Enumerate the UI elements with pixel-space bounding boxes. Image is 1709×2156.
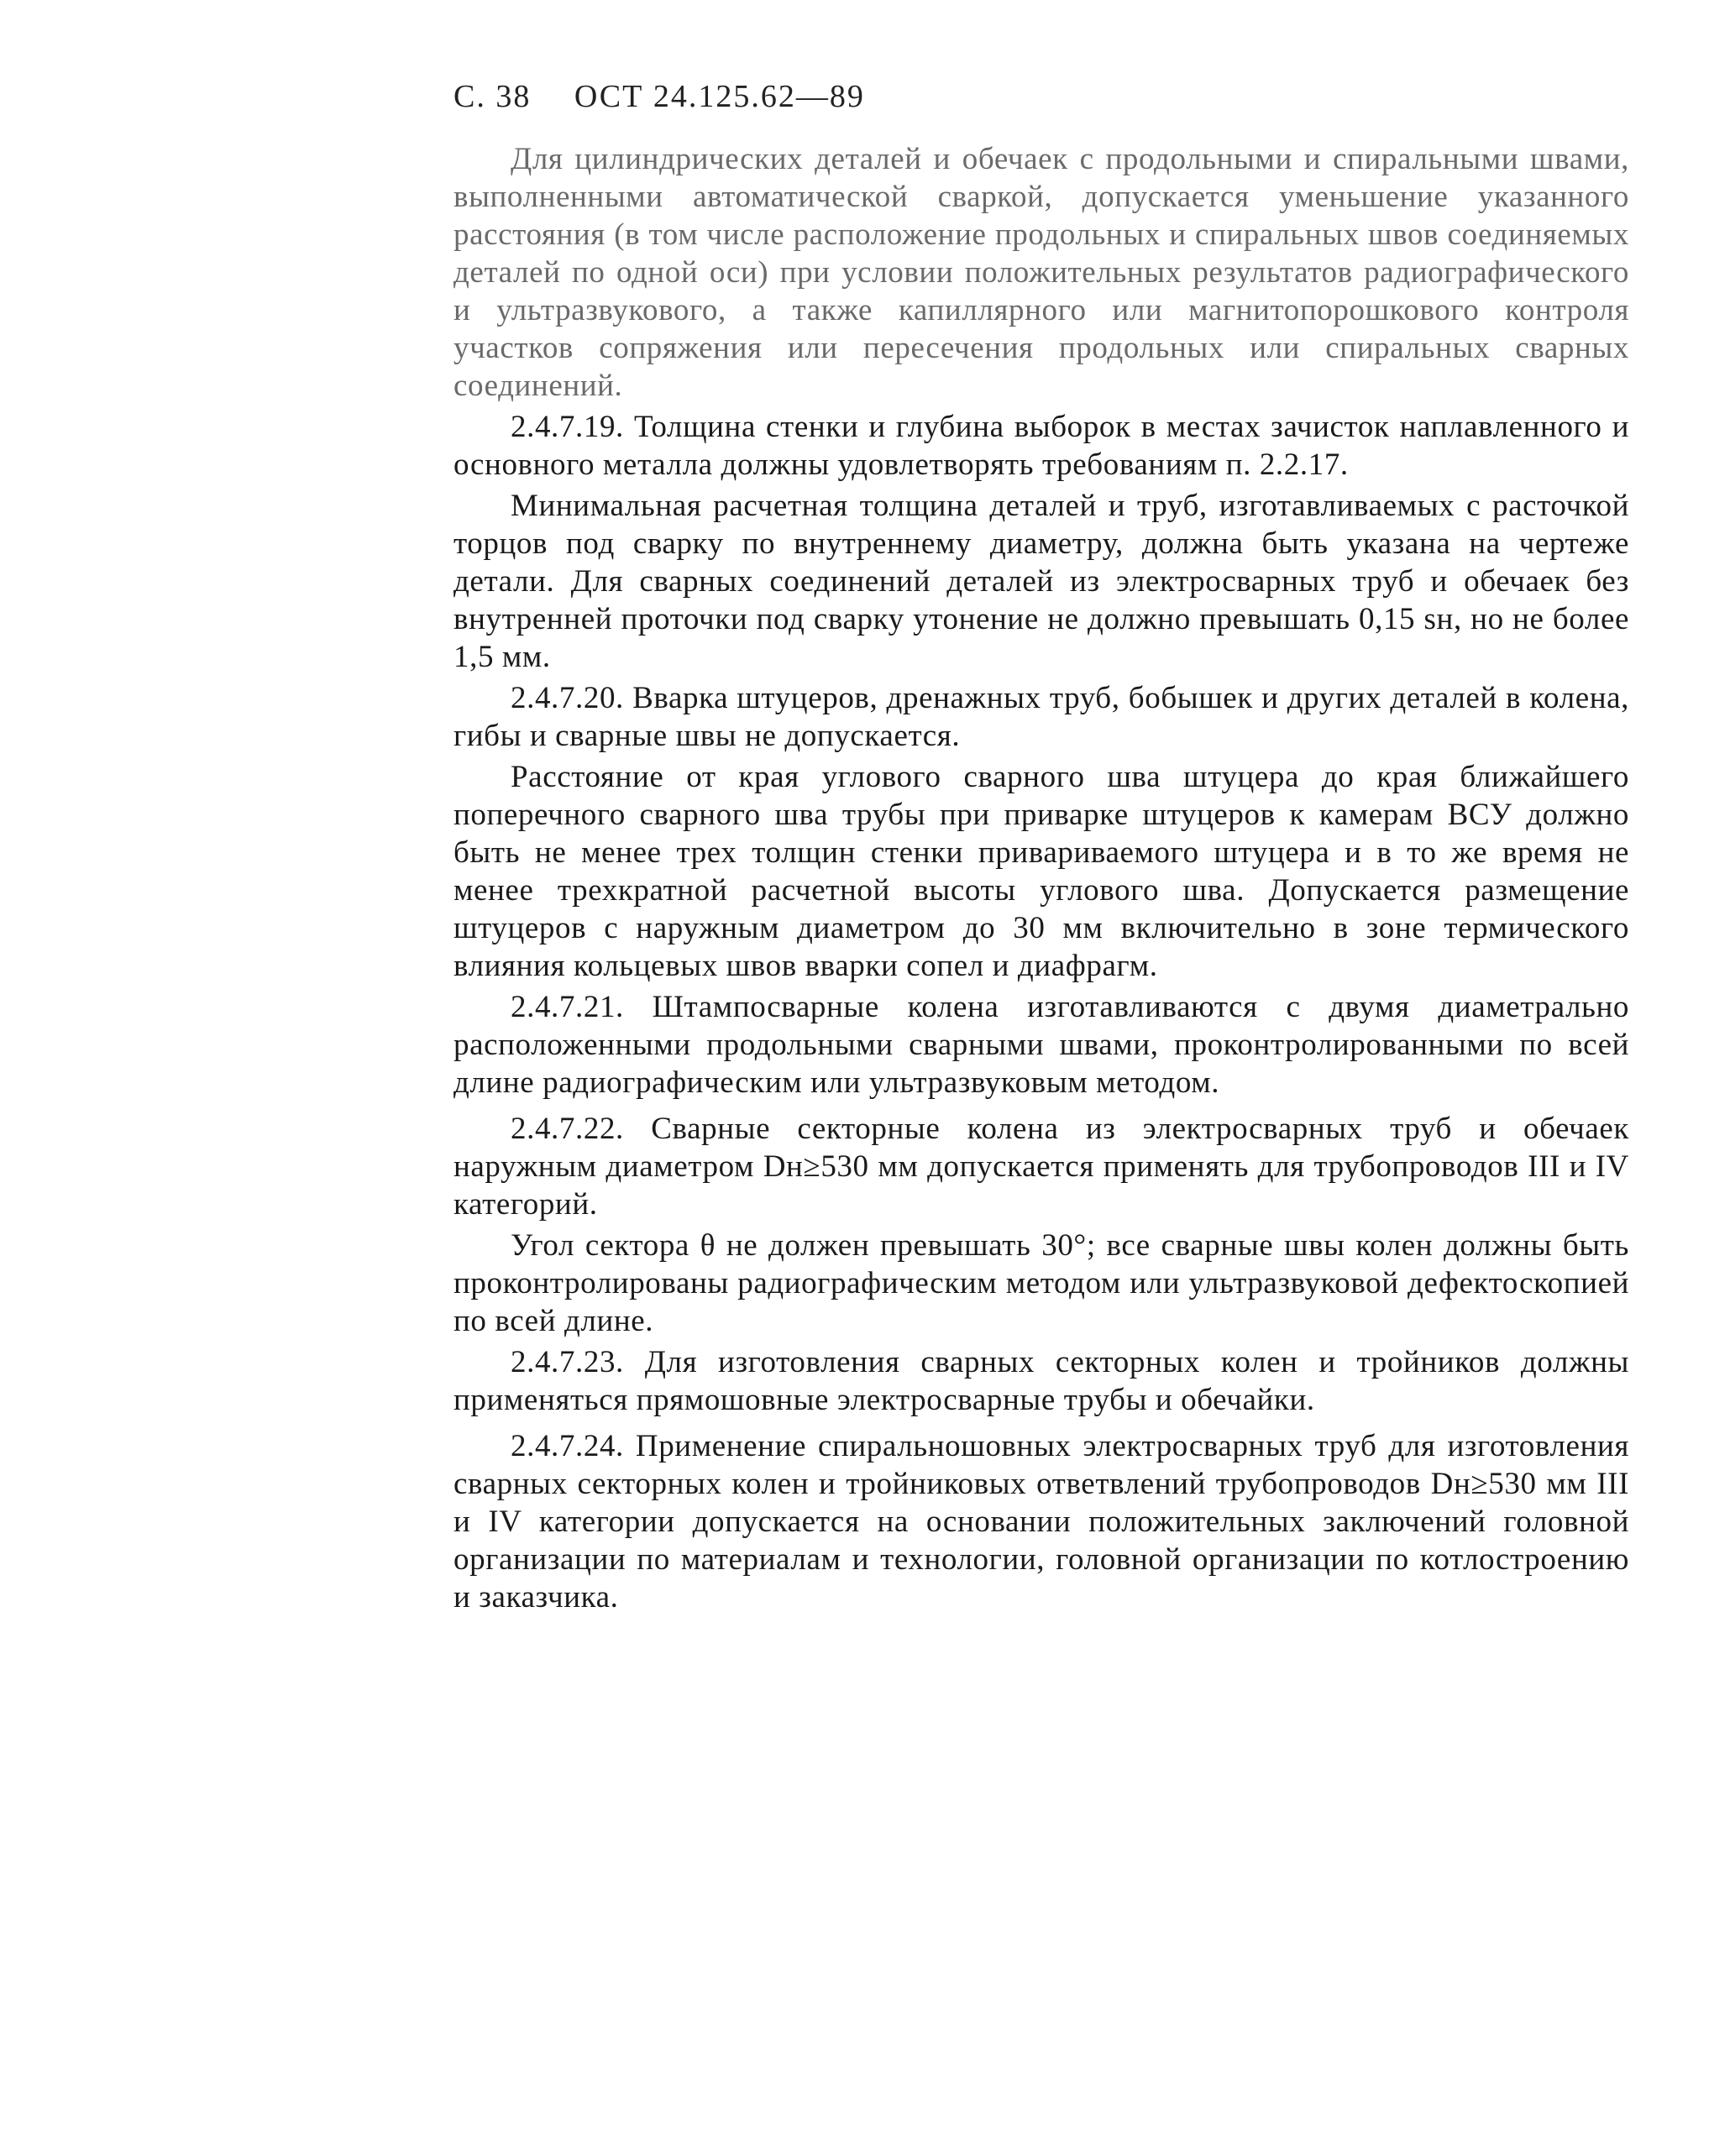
paragraph-2-4-7-20: 2.4.7.20. Вварка штуцеров, дренажных труб, бобышек и других деталей в колена, гибы и сварные швы не допускается.: [453, 681, 1629, 753]
paragraph-2-4-7-19: 2.4.7.19. Толщина стенки и глубина выборок в местах зачисток наплавленного и основного металла должны удовлетворять требованиям п. 2.2.17.: [453, 410, 1629, 482]
paragraph-intro: Для цилиндрических деталей и обечаек с продольными и спиральными швами, выполненными автоматической сваркой, допускается уменьшение указанного расстояния (в том числе расположение продольных и спиральных швов соединяемых деталей по одной оси) при условии положительных результатов радиографического и ультразвукового, а также капиллярного или магнитопорошкового контроля участков сопряжения или пересечения продольных или спиральных сварных соединений.: [453, 142, 1629, 403]
paragraph-2-4-7-22: 2.4.7.22. Сварные секторные колена из электросварных труб и обечаек наружным диаметром Dн≥530 мм допускается применять для трубопроводов III и IV категорий.: [453, 1112, 1629, 1222]
document-page: [453, 71, 1629, 1616]
page-header: [453, 71, 1629, 122]
paragraph-distance: Расстояние от края углового сварного шва штуцера до края ближайшего поперечного сварного шва трубы при приварке штуцеров к камерам ВСУ должно быть не менее трех толщин стенки привариваемого штуцера и в то же время не менее трехкратной расчетной высоты углового шва. Допускается размещение штуцеров с наружным диаметром до 30 мм включительно в зоне термического влияния кольцевых швов вварки сопел и диафрагм.: [453, 760, 1629, 983]
paragraph-2-4-7-21: 2.4.7.21. Штампосварные колена изготавливаются с двумя диаметрально расположенными продольными сварными швами, проконтролированными по всей длине радиографическим или ультразвуковым методом.: [453, 990, 1629, 1100]
standard-code: ОСТ 24.125.62—89: [574, 79, 865, 114]
paragraph-2-4-7-24: 2.4.7.24. Применение спиральношовных электросварных труб для изготовления сварных секторных колен и тройниковых ответвлений трубопроводов Dн≥530 мм III и IV категории допускается на основании положительных заключений головной организации по материалам и технологии, головной организации по котлостроению и заказчика.: [453, 1429, 1629, 1614]
paragraph-2-4-7-23: 2.4.7.23. Для изготовления сварных секторных колен и тройников должны применяться прямошовные электросварные трубы и обечайки.: [453, 1345, 1629, 1417]
page-number: С. 38: [453, 79, 532, 114]
paragraph-sector-angle: Угол сектора θ не должен превышать 30°; все сварные швы колен должны быть проконтролированы радиографическим методом или ультразвуковой дефектоскопией по всей длине.: [453, 1228, 1629, 1338]
paragraph-min-thickness: Минимальная расчетная толщина деталей и труб, изготавливаемых с расточкой торцов под сварку по внутреннему диаметру, должна быть указана на чертеже детали. Для сварных соединений деталей из электросварных труб и обечаек без внутренней проточки под сварку утонение не должно превышать 0,15 sн, но не более 1,5 мм.: [453, 489, 1629, 674]
